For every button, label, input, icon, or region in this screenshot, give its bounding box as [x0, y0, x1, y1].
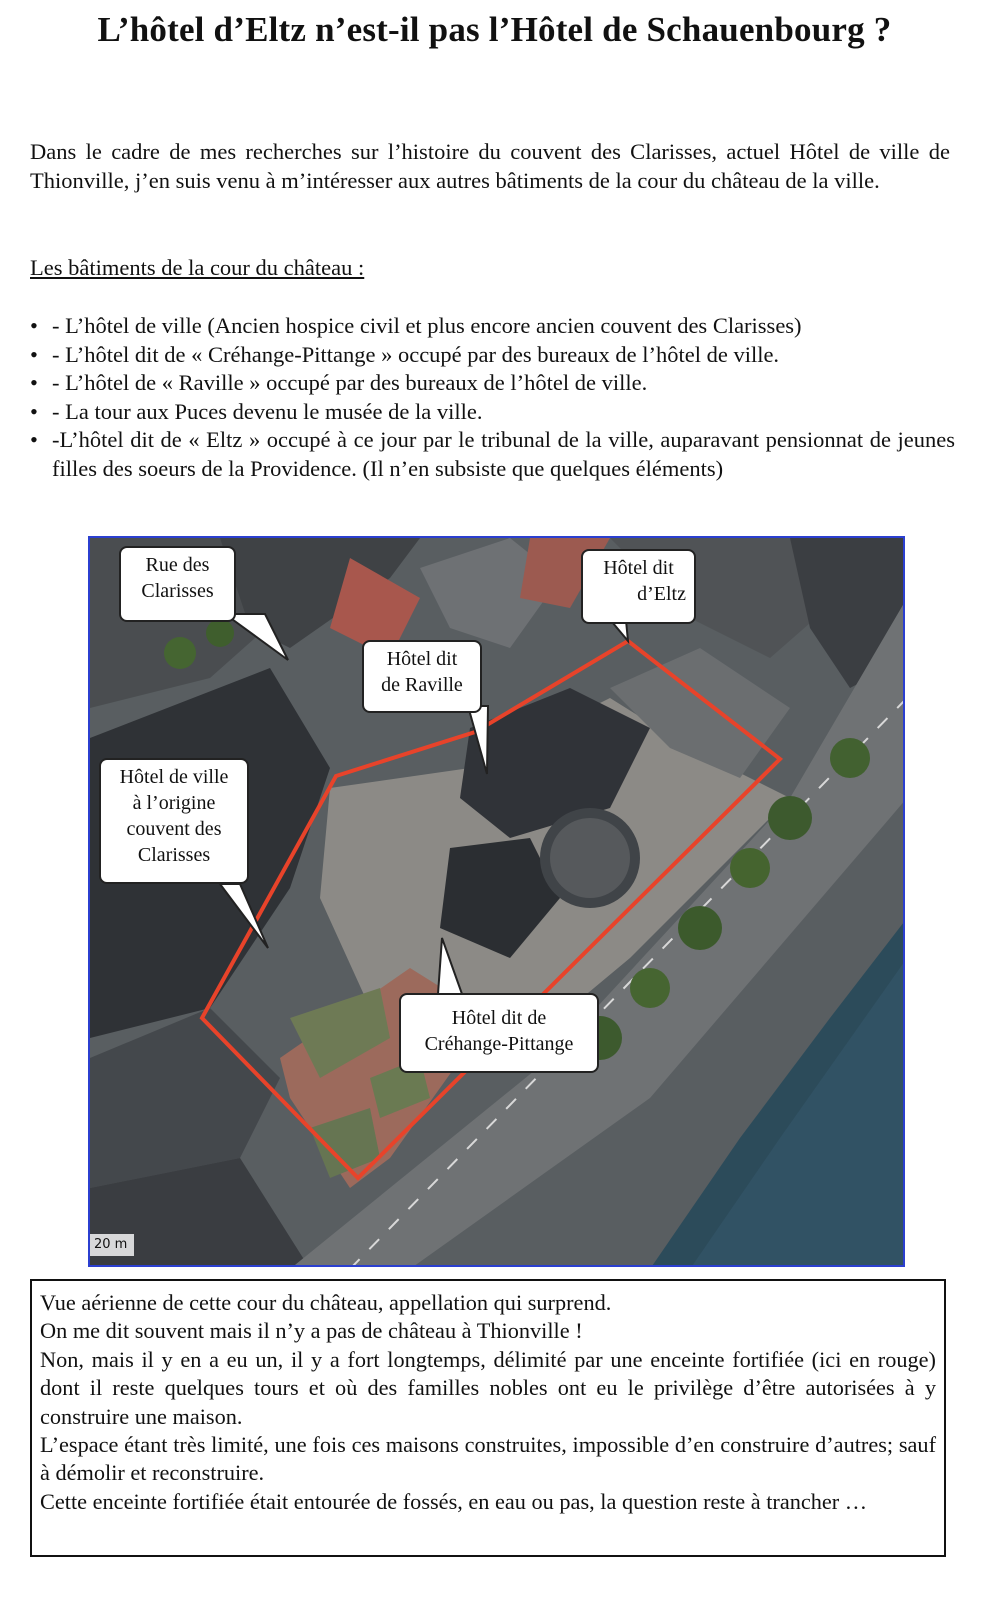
bullet-icon: • — [30, 341, 38, 367]
caption-box — [30, 1279, 946, 1557]
intro-paragraph: Dans le cadre de mes recherches sur l’histoire du couvent des Clarisses, actuel Hôtel de ville de Thionville, j’en suis venu à m’intéresser aux autres bâtiments de la cour du château de la ville. — [30, 139, 950, 193]
list-item-text: - L’hôtel dit de « Créhange-Pittange » occupé par des bureaux de l’hôtel de ville. — [52, 341, 780, 367]
list-item — [30, 426, 955, 483]
bullet-icon: • — [30, 370, 38, 396]
callout-hotel-de-ville — [99, 758, 249, 884]
list-item — [30, 312, 955, 341]
callout-line: Hôtel de ville — [119, 766, 229, 788]
list-item — [30, 369, 955, 398]
list-item — [30, 398, 955, 427]
caption-line: L’espace étant très limité, une fois ces maisons construites, impossible d’en construire d’autres; sauf à démolir et reconstruire. — [40, 1432, 936, 1486]
caption-line: On me dit souvent mais il n’y a pas de château à Thionville ! — [40, 1318, 583, 1344]
list-item — [30, 341, 955, 370]
buildings-list — [30, 312, 955, 484]
bullet-icon: • — [30, 427, 38, 453]
caption-line: Vue aérienne de cette cour du château, appellation qui surprend. — [40, 1290, 612, 1315]
list-item-text: - L’hôtel de ville (Ancien hospice civil et plus encore ancien couvent des Clarisses) — [52, 313, 802, 338]
bullet-icon: • — [30, 398, 38, 424]
callout-line: Hôtel dit — [386, 648, 458, 670]
list-item-text: - L’hôtel de « Raville » occupé par des bureaux de l’hôtel de ville. — [52, 370, 648, 396]
caption-line: Non, mais il y en a eu un, il y a fort longtemps, délimité par une enceinte fortifiée (ici en rouge) dont il reste quelques tours et où des familles nobles ont eu le privilège d’être autorisées à y construire une maison. — [40, 1346, 936, 1429]
section-heading: Les bâtiments de la cour du château : — [30, 255, 365, 280]
callout-line: Clarisses — [141, 580, 214, 602]
callout-hotel-eltz — [581, 549, 696, 624]
aerial-photo — [90, 538, 905, 1267]
aerial-map — [88, 536, 905, 1267]
callout-line: à l’origine — [132, 792, 216, 814]
callout-rue-des-clarisses — [119, 546, 236, 622]
callout-line: couvent des — [126, 818, 222, 840]
callout-line: Hôtel dit de — [451, 1007, 547, 1029]
map-scale-label: 20 m — [90, 1234, 134, 1256]
caption-line: Cette enceinte fortifiée était entourée de fossés, en eau ou pas, la question reste à trancher … — [40, 1488, 868, 1514]
callout-line: Rue des — [145, 554, 210, 576]
callout-line: Clarisses — [137, 844, 211, 866]
callout-line: Hôtel dit — [603, 557, 674, 579]
callout-line: de Raville — [381, 674, 463, 696]
page-title: L’hôtel d’Eltz n’est-il pas l’Hôtel de Schauenbourg ? — [97, 10, 892, 49]
callout-line: d’Eltz — [637, 583, 686, 605]
list-item-text: -L’hôtel dit de « Eltz » occupé à ce jour par le tribunal de la ville, auparavant pensionnat de jeunes filles des soeurs de la Providence. (Il n’en subsiste que quelques éléments) — [52, 427, 955, 481]
list-item-text: - La tour aux Puces devenu le musée de la ville. — [52, 398, 483, 424]
callout-hotel-raville — [362, 640, 482, 713]
callout-hotel-crehange — [399, 993, 599, 1073]
bullet-icon: • — [30, 313, 38, 338]
callout-line: Créhange-Pittange — [424, 1033, 574, 1055]
